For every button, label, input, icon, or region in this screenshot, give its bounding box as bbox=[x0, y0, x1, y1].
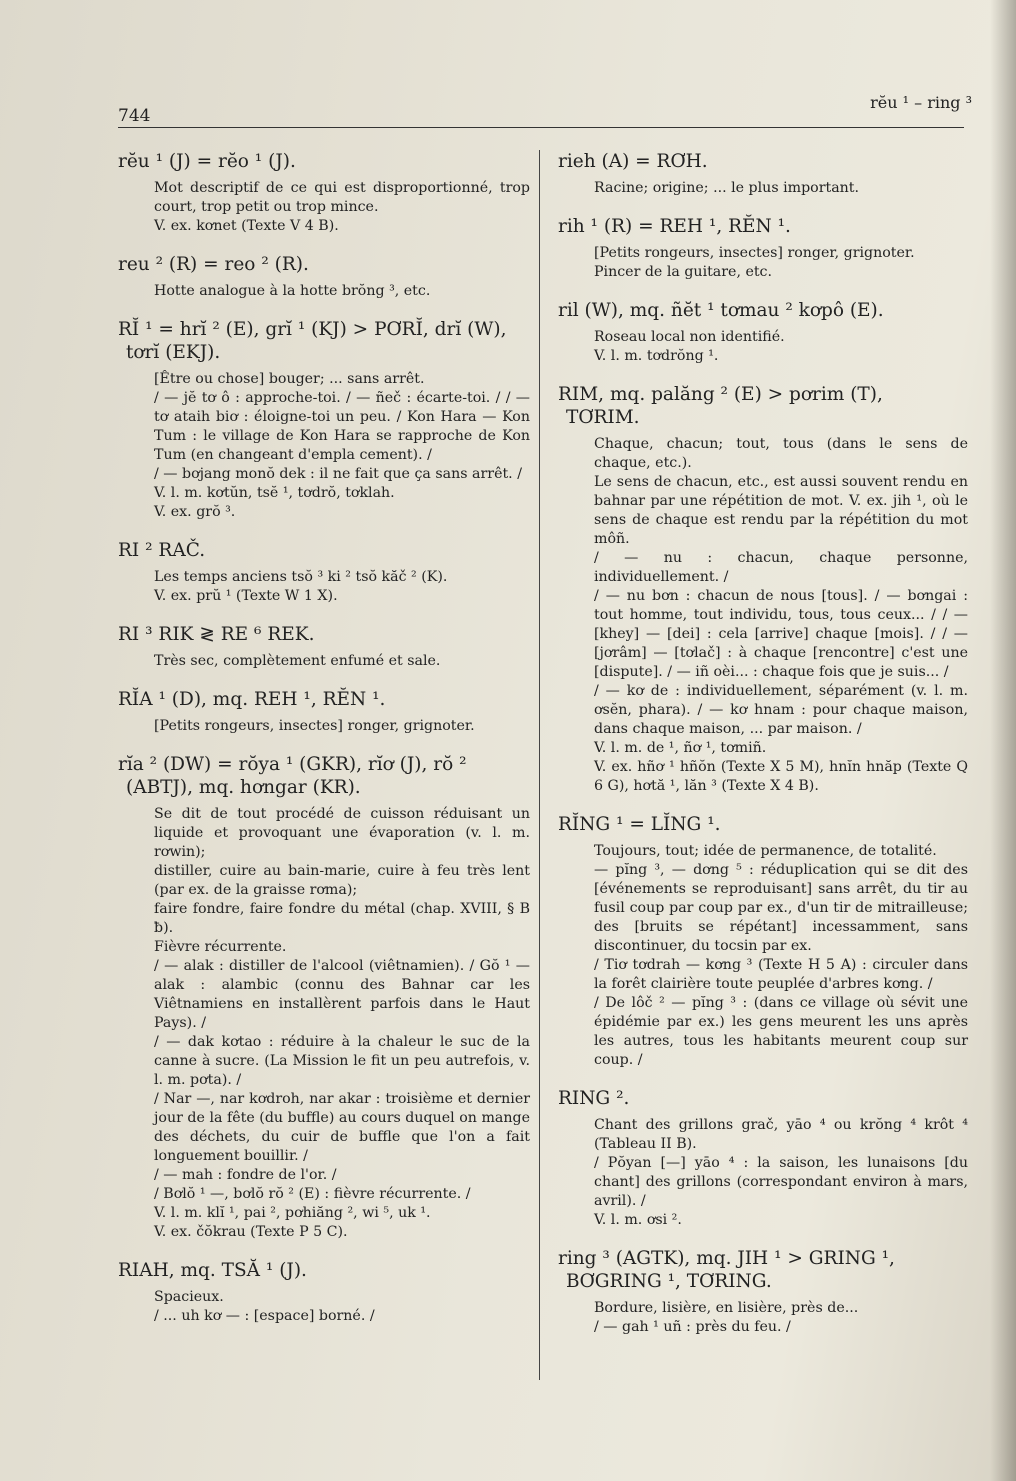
headword-continuation: (ABTJ), mq. hơngar (KR). bbox=[126, 777, 361, 798]
entry-line: Hotte analogue à la hotte brŏng ³, etc. bbox=[154, 283, 431, 299]
entry-line: V. ex. čŏkrau (Texte P 5 C). bbox=[154, 1224, 348, 1240]
entry-line: Pincer de la guitare, etc. bbox=[594, 264, 773, 280]
entry-headword bbox=[118, 623, 530, 646]
entry-body bbox=[118, 652, 530, 671]
entry-line: Spacieux. bbox=[154, 1289, 224, 1305]
dictionary-entry bbox=[558, 813, 968, 1070]
entry-line: V. ex. kơnet (Texte V 4 B). bbox=[154, 218, 339, 234]
entry-headword bbox=[558, 1247, 968, 1293]
entry-line: V. l. m. de ¹, ñơ ¹, tơmiñ. bbox=[594, 740, 767, 756]
dictionary-entry bbox=[118, 318, 530, 522]
headword-text: RING ². bbox=[558, 1088, 630, 1109]
entry-line: Chaque, chacun; tout, tous (dans le sens de chaque, etc.). bbox=[594, 436, 968, 471]
entry-body bbox=[558, 842, 968, 1070]
entry-headword bbox=[558, 383, 968, 429]
header-rule bbox=[118, 127, 964, 128]
entry-line: Mot descriptif de ce qui est disproportionné, trop court, trop petit ou trop mince. bbox=[154, 180, 530, 215]
headword-text: ring ³ (AGTK), mq. JIH ¹ > GRING ¹, bbox=[558, 1248, 895, 1269]
headword-text: rieh (A) = RƠH. bbox=[558, 151, 708, 172]
entry-line: distiller, cuire au bain-marie, cuire à feu très lent (par ex. de la graisse rơma); bbox=[154, 863, 530, 898]
entry-line: / Pŏyan [—] yāo ⁴ : la saison, les lunaisons [du chant] des grillons (correspondant environ à mars, avril). / bbox=[594, 1155, 968, 1209]
headword-text: rĕu ¹ (J) = rĕo ¹ (J). bbox=[118, 151, 296, 172]
entry-headword bbox=[118, 318, 530, 364]
entry-line: / De lôč ² — pĭng ³ : (dans ce village où sévit une épidémie par ex.) les gens meurent les uns après les autres, tous les habitants meurent coup sur coup. / bbox=[594, 995, 968, 1068]
entry-line: Se dit de tout procédé de cuisson réduisant un liquide et provoquant une évaporation (v. l. m. rơwin); bbox=[154, 806, 530, 860]
entry-line: V. l. m. tơdrŏng ¹. bbox=[594, 348, 719, 364]
dictionary-entry bbox=[558, 150, 968, 198]
entry-headword bbox=[558, 813, 968, 836]
entry-body bbox=[118, 717, 530, 736]
dictionary-entry bbox=[118, 623, 530, 671]
entry-line: / — nu bơn : chacun de nous [tous]. / — bơngai : tout homme, tout individu, tous, tous ceux... / / — [khey] — [dei] : cela [arrive] chaque [mois]. / / — [jơrâm] — [tơlač] : à chaque [rencontre] c'est une [dispute]. / — iñ oèi... : chaque fois que je suis... / bbox=[594, 588, 968, 680]
entry-line: Roseau local non identifié. bbox=[594, 329, 785, 345]
entry-line: Racine; origine; ... le plus important. bbox=[594, 180, 860, 196]
entry-line: / — alak : distiller de l'alcool (viêtnamien). / Gŏ ¹ — alak : alambic (connu des Bahnar car les Viêtnamiens en installèrent parfois dans le Haut Pays). / bbox=[154, 958, 530, 1031]
entry-headword bbox=[118, 150, 530, 173]
column-divider bbox=[539, 150, 540, 1380]
dictionary-entry bbox=[558, 215, 968, 282]
headword-text: RĬ ¹ = hrĭ ² (E), grĭ ¹ (KJ) > PƠRĬ, drĭ (W), bbox=[118, 319, 507, 340]
entry-headword bbox=[118, 688, 530, 711]
entry-body bbox=[558, 328, 968, 366]
entry-line: [Être ou chose] bouger; ... sans arrêt. bbox=[154, 371, 425, 387]
headword-text: ril (W), mq. ñĕt ¹ tơmau ² kơpô (E). bbox=[558, 300, 884, 321]
dictionary-entry bbox=[118, 253, 530, 301]
headword-text: RIAH, mq. TSĂ ¹ (J). bbox=[118, 1260, 307, 1281]
entry-line: Toujours, tout; idée de permanence, de totalité. bbox=[594, 843, 937, 859]
entry-body bbox=[118, 805, 530, 1242]
page-gutter-shadow bbox=[990, 0, 1016, 1481]
dictionary-entry bbox=[558, 1087, 968, 1230]
entry-body bbox=[558, 435, 968, 796]
entry-headword bbox=[558, 299, 968, 322]
headword-text: rĭa ² (DW) = rŏya ¹ (GKR), rĭơ (J), rŏ ² bbox=[118, 754, 467, 775]
entry-line: / — dak kơtao : réduire à la chaleur le suc de la canne à sucre. (La Mission le fit un peu autrefois, v. l. m. pơta). / bbox=[154, 1034, 530, 1088]
entry-body bbox=[558, 244, 968, 282]
headword-text: rih ¹ (R) = REH ¹, RĔN ¹. bbox=[558, 216, 791, 237]
entry-headword bbox=[558, 150, 968, 173]
entry-body bbox=[118, 1288, 530, 1326]
entry-headword bbox=[118, 1259, 530, 1282]
entry-line: / Bơlŏ ¹ —, bơlŏ rŏ ² (E) : fièvre récurrente. / bbox=[154, 1186, 471, 1202]
entry-body bbox=[118, 370, 530, 522]
headword-continuation: BƠGRING ¹, TƠRING. bbox=[566, 1271, 772, 1292]
entry-body bbox=[118, 282, 530, 301]
dictionary-entry bbox=[118, 539, 530, 606]
entry-line: / — bơjang monŏ dek : il ne fait que ça sans arrêt. / bbox=[154, 466, 522, 482]
dictionary-entry bbox=[558, 1247, 968, 1337]
entry-headword bbox=[118, 253, 530, 276]
entry-line: / Nar —, nar kơdroh, nar akar : troisième et dernier jour de la fête (du buffle) au cours duquel on mange des déchets, du cuir de buffle que l'on a fait longuement bouillir. / bbox=[154, 1091, 530, 1164]
entry-body bbox=[558, 1299, 968, 1337]
entry-line: Très sec, complètement enfumé et sale. bbox=[154, 653, 441, 669]
headword-continuation: tơrĭ (EKJ). bbox=[126, 342, 221, 363]
entry-headword bbox=[558, 1087, 968, 1110]
entry-line: faire fondre, faire fondre du métal (chap. XVIII, § B ƀ). bbox=[154, 901, 530, 936]
entry-headword bbox=[558, 215, 968, 238]
entry-line: V. ex. hñơ ¹ hñŏn (Texte X 5 M), hnĭn hnăp (Texte Q 6 G), hơtă ¹, lăn ³ (Texte X 4 B). bbox=[594, 759, 968, 794]
entry-line: / — gah ¹ uñ : près du feu. / bbox=[594, 1319, 791, 1335]
entry-line: Fièvre récurrente. bbox=[154, 939, 287, 955]
entry-line: Le sens de chacun, etc., est aussi souvent rendu en bahnar par une répétition de mot. V. ex. jih ¹, où le sens de chaque est rendu par la répétition du mot môñ. bbox=[594, 474, 968, 547]
entry-line: / — kơ de : individuellement, séparément (v. l. m. ơsĕn, phara). / — kơ hnam : pour chaque maison, dans chaque maison, ... par maison. / bbox=[594, 683, 968, 737]
entry-body bbox=[558, 179, 968, 198]
dictionary-entry bbox=[558, 299, 968, 366]
running-head: rĕu ¹ – ring ³ bbox=[870, 93, 972, 112]
headword-text: RI ² RAČ. bbox=[118, 540, 206, 561]
entry-line: V. l. m. ơsi ². bbox=[594, 1212, 682, 1228]
dictionary-entry bbox=[118, 150, 530, 236]
dictionary-entry bbox=[118, 753, 530, 1242]
entry-line: Chant des grillons grač, yāo ⁴ ou krŏng ⁴ krôt ⁴ (Tableau II B). bbox=[594, 1117, 968, 1152]
dictionary-entry bbox=[118, 1259, 530, 1326]
headword-text: RĬNG ¹ = LĬNG ¹. bbox=[558, 814, 721, 835]
headword-text: RI ³ RIK ≷ RE ⁶ REK. bbox=[118, 624, 315, 645]
entry-body bbox=[558, 1116, 968, 1230]
headword-continuation: TƠRIM. bbox=[566, 407, 640, 428]
entry-line: [Petits rongeurs, insectes] ronger, grignoter. bbox=[594, 245, 915, 261]
entry-line: — pĭng ³, — dơng ⁵ : réduplication qui se dit des [événements se reproduisant] sans arrêt, du tir au fusil coup par coup par ex., d'un tir de mitrailleuse; des [bruits se répétant] incessamment, sans discontinuer, du tocsin par ex. bbox=[594, 862, 968, 954]
entry-body bbox=[118, 568, 530, 606]
entry-line: / — nu : chacun, chaque personne, individuellement. / bbox=[594, 550, 968, 585]
dictionary-entry bbox=[558, 383, 968, 796]
left-column bbox=[118, 150, 530, 1343]
headword-text: RĬA ¹ (D), mq. REH ¹, RĔN ¹. bbox=[118, 689, 386, 710]
entry-line: V. l. m. kơtŭn, tsĕ ¹, tơdrŏ, tơklah. bbox=[154, 485, 395, 501]
dictionary-entry bbox=[118, 688, 530, 736]
entry-line: / ... uh kơ — : [espace] borné. / bbox=[154, 1308, 375, 1324]
headword-text: reu ² (R) = reo ² (R). bbox=[118, 254, 309, 275]
entry-line: / Tiơ tơdrah — kơng ³ (Texte H 5 A) : circuler dans la forêt clairière toute peuplée d'arbres kơng. / bbox=[594, 957, 968, 992]
entry-line: V. ex. prŭ ¹ (Texte W 1 X). bbox=[154, 588, 338, 604]
entry-line: / — jĕ tơ ô : approche-toi. / — ñeč : écarte-toi. / / — tơ ataih biơ : éloigne-toi un peu. / Kon Hara — Kon Tum : le village de Kon Hara se rapproche de Kon Tum (en changeant d'empla cement). / bbox=[154, 390, 530, 463]
headword-text: RIM, mq. palăng ² (E) > pơrim (T), bbox=[558, 384, 883, 405]
entry-line: Bordure, lisière, en lisière, près de... bbox=[594, 1300, 859, 1316]
entry-line: [Petits rongeurs, insectes] ronger, grignoter. bbox=[154, 718, 475, 734]
entry-line: V. l. m. klĭ ¹, pai ², pơhiăng ², wi ⁵, uk ¹. bbox=[154, 1205, 431, 1221]
entry-line: V. ex. grŏ ³. bbox=[154, 504, 236, 520]
entry-body bbox=[118, 179, 530, 236]
entry-line: / — mah : fondre de l'or. / bbox=[154, 1167, 337, 1183]
entry-headword bbox=[118, 539, 530, 562]
right-column bbox=[558, 150, 968, 1354]
page-number: 744 bbox=[118, 106, 151, 126]
entry-headword bbox=[118, 753, 530, 799]
entry-line: Les temps anciens tsŏ ³ ki ² tsŏ kăč ² (K). bbox=[154, 569, 448, 585]
